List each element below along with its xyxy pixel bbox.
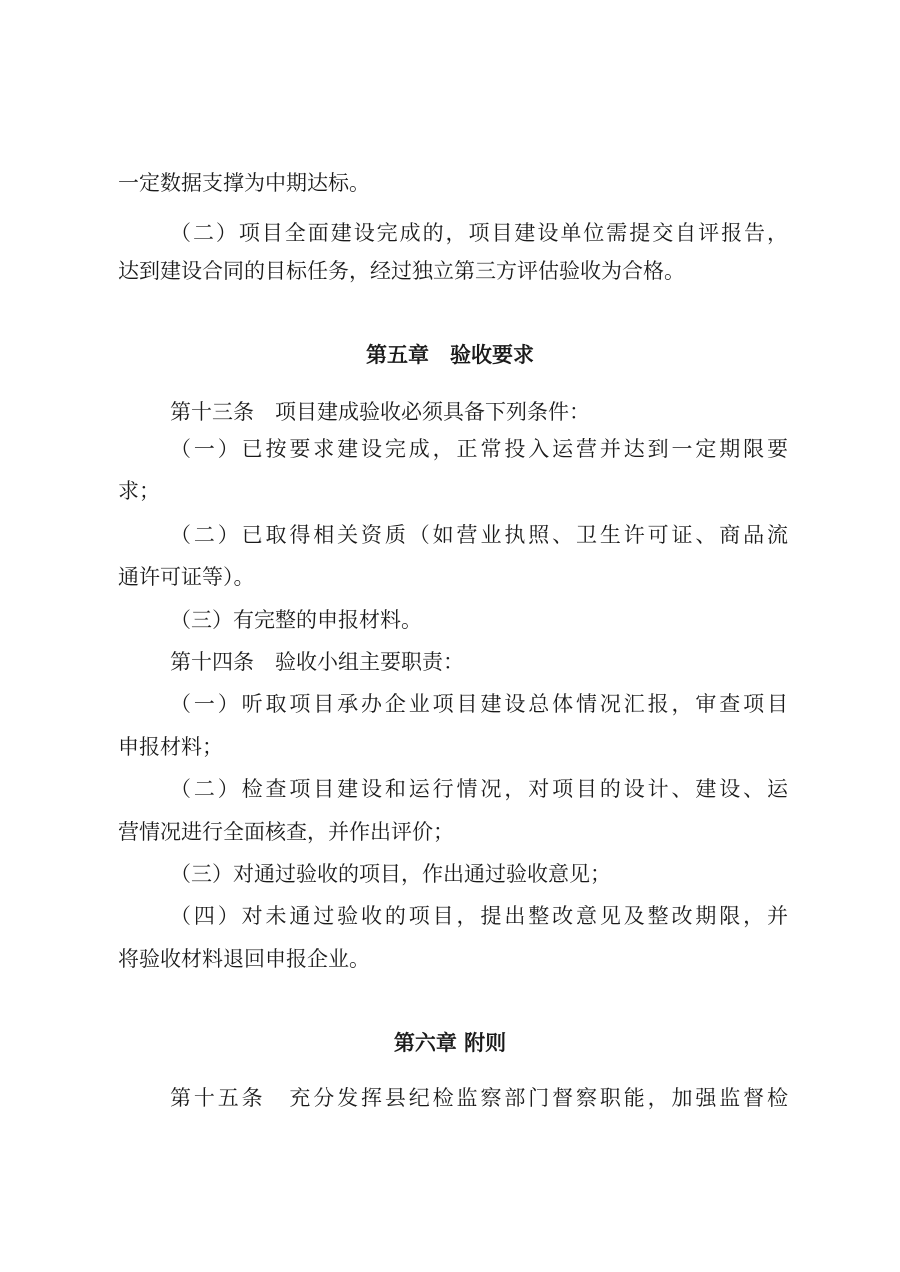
chapter-heading: 第六章 附则 (393, 1031, 507, 1055)
paragraph-line: （二）检查项目建设和运行情况，对项目的设计、建设、运 (170, 777, 788, 801)
paragraph-line: （三）有完整的申报材料。 (170, 608, 422, 632)
paragraph-line: （一）已按要求建设完成，正常投入运营并达到一定期限要 (170, 437, 788, 461)
chapter-heading: 第五章 验收要求 (366, 343, 534, 367)
paragraph-line: 将验收材料退回申报企业。 (118, 947, 370, 971)
paragraph-line: （三）对通过验收的项目，作出通过验收意见； (170, 862, 611, 886)
paragraph-line: （二）已取得相关资质（如营业执照、卫生许可证、商品流 (170, 523, 788, 547)
paragraph-line: 一定数据支撑为中期达标。 (118, 171, 370, 195)
article-title: 第十四条 验收小组主要职责： (170, 650, 464, 674)
paragraph-line: 达到建设合同的目标任务，经过独立第三方评估验收为合格。 (118, 259, 685, 283)
paragraph-line: 求； (118, 479, 160, 503)
paragraph-line: 申报材料； (118, 735, 223, 759)
paragraph-line: 营情况进行全面核查，并作出评价； (118, 820, 454, 844)
paragraph-line: （四）对未通过验收的项目，提出整改意见及整改期限，并 (170, 904, 788, 928)
paragraph-line: （一）听取项目承办企业项目建设总体情况汇报，审查项目 (170, 692, 788, 716)
article-title: 第十三条 项目建成验收必须具备下列条件： (170, 400, 590, 424)
paragraph-line: （二）项目全面建设完成的，项目建设单位需提交自评报告， (170, 221, 788, 245)
paragraph-line: 通许可证等）。 (118, 565, 255, 589)
article-title: 第十五条 充分发挥县纪检监察部门督察职能，加强监督检 (170, 1086, 788, 1110)
